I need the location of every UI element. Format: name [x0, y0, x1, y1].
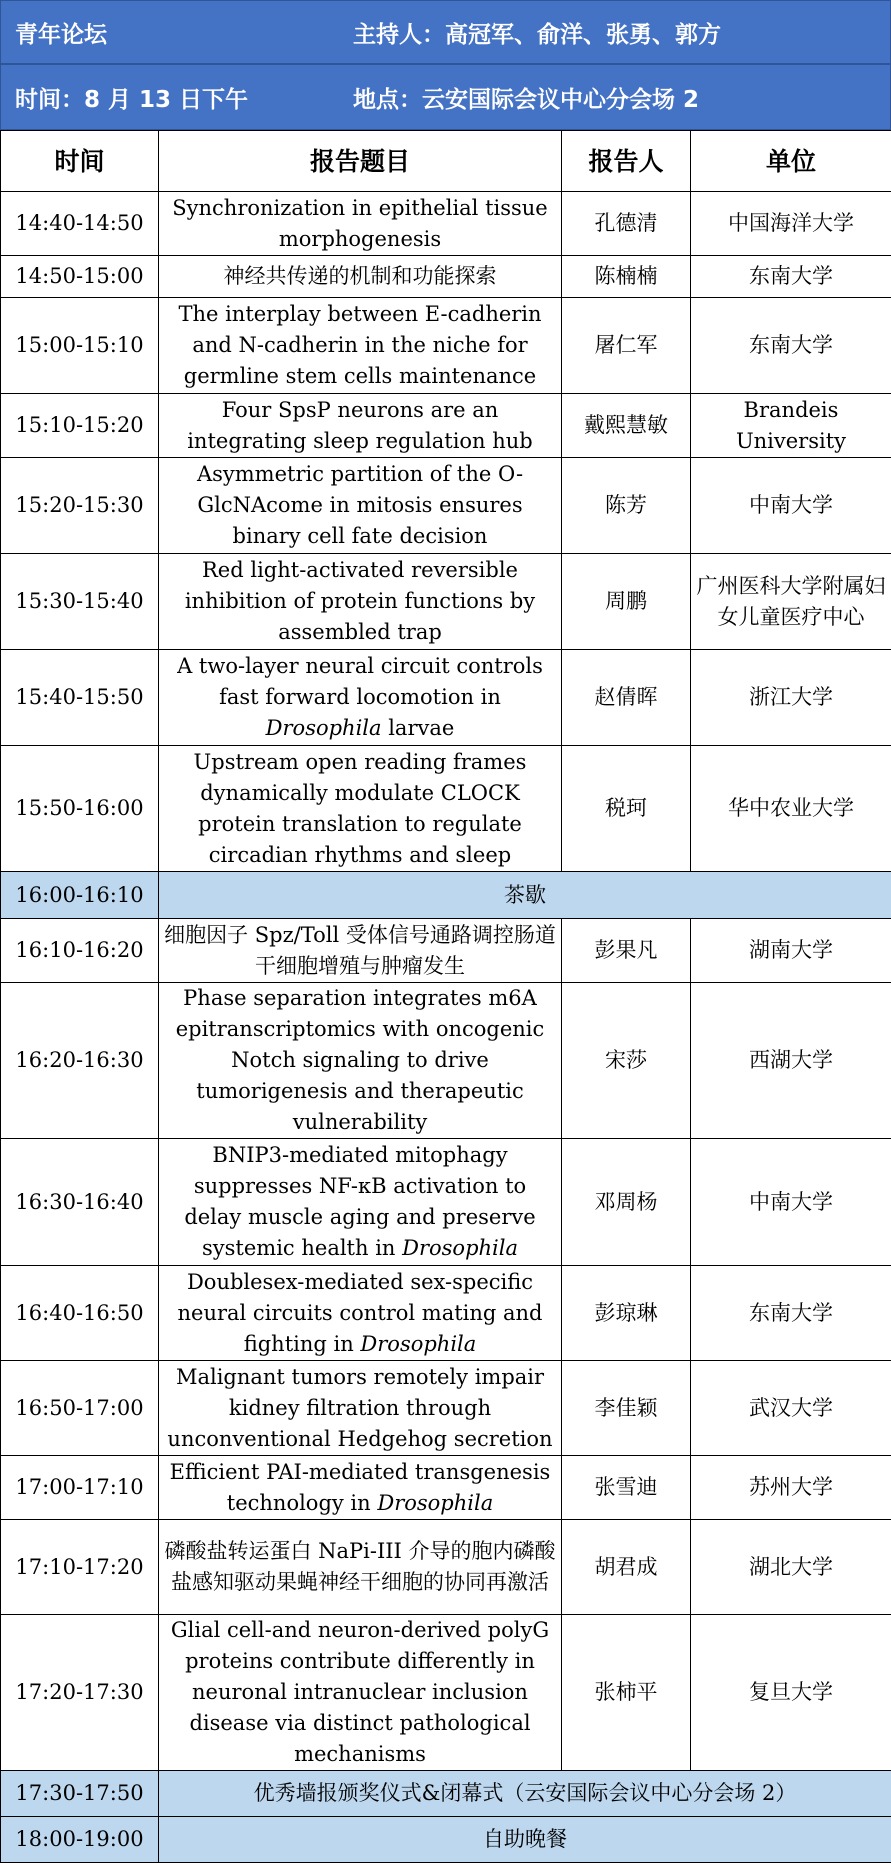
row-title: Malignant tumors remotely impair kidney filtration through unconventional Hedgehog secretion: [159, 1361, 562, 1456]
row-unit: 湖北大学: [691, 1520, 891, 1615]
break-time: 17:30-17:50: [1, 1771, 159, 1817]
row-title: 磷酸盐转运蛋白 NaPi-III 介导的胞内磷酸盐感知驱动果蝇神经干细胞的协同再激活: [159, 1520, 562, 1615]
row-unit: 湖南大学: [691, 919, 891, 983]
table-row: [1, 1266, 891, 1361]
row-time: 16:40-16:50: [1, 1266, 159, 1361]
row-speaker: 邓周杨: [562, 1139, 691, 1266]
row-time: 14:40-14:50: [1, 192, 159, 256]
table-row: [1, 1139, 891, 1266]
table-header-row: [1, 131, 891, 192]
table-row: [1, 1520, 891, 1615]
row-speaker: 彭果凡: [562, 919, 691, 983]
row-time: 16:50-17:00: [1, 1361, 159, 1456]
row-time: 15:10-15:20: [1, 394, 159, 458]
row-time: 17:10-17:20: [1, 1520, 159, 1615]
row-unit: 西湖大学: [691, 983, 891, 1139]
row-title: The interplay between E-cadherin and N-cadherin in the niche for germline stem cells maintenance: [159, 298, 562, 394]
row-speaker: 孔德清: [562, 192, 691, 256]
table-row: [1, 192, 891, 256]
row-title: 细胞因子 Spz/Toll 受体信号通路调控肠道干细胞增殖与肿瘤发生: [159, 919, 562, 983]
row-time: 16:30-16:40: [1, 1139, 159, 1266]
row-time: 15:20-15:30: [1, 458, 159, 554]
row-title: [159, 1266, 562, 1361]
row-unit: 浙江大学: [691, 650, 891, 746]
table-row: [1, 650, 891, 746]
row-title: Four SpsP neurons are an integrating sleep regulation hub: [159, 394, 562, 458]
row-speaker: 陈楠楠: [562, 256, 691, 298]
table-row: [1, 554, 891, 650]
title-text: A two-layer neural circuit controls fast forward locomotion in: [177, 654, 543, 709]
species-name: Drosophila: [360, 1332, 476, 1356]
row-unit: 中南大学: [691, 1139, 891, 1266]
row-unit: 东南大学: [691, 298, 891, 394]
break-label: 茶歇: [159, 872, 891, 919]
session-time: 时间：8 月 13 日下午: [15, 81, 248, 114]
row-title: Glial cell-and neuron-derived polyG proteins contribute differently in neuronal intranuclear inclusion disease via distinct pathological mechanisms: [159, 1615, 562, 1771]
session-location: 地点：云安国际会议中心分会场 2: [353, 81, 699, 114]
table-row: [1, 746, 891, 872]
row-unit: Brandeis University: [691, 394, 891, 458]
row-title: Red light-activated reversible inhibition of protein functions by assembled trap: [159, 554, 562, 650]
row-speaker: 戴熙慧敏: [562, 394, 691, 458]
table-row: [1, 394, 891, 458]
table-row: [1, 1456, 891, 1520]
break-time: 18:00-19:00: [1, 1817, 159, 1863]
forum-title: 青年论坛: [15, 16, 107, 49]
row-speaker: 胡君成: [562, 1520, 691, 1615]
row-speaker: 赵倩晖: [562, 650, 691, 746]
title-text-after: larvae: [388, 716, 454, 740]
table-row: [1, 256, 891, 298]
table-row: [1, 983, 891, 1139]
break-row: [1, 872, 891, 919]
row-title: [159, 1139, 562, 1266]
row-speaker: 张雪迪: [562, 1456, 691, 1520]
column-header-unit: 单位: [691, 131, 891, 192]
row-title: Upstream open reading frames dynamically modulate CLOCK protein translation to regulate circadian rhythms and sleep: [159, 746, 562, 872]
row-speaker: 宋莎: [562, 983, 691, 1139]
column-header-time: 时间: [1, 131, 159, 192]
title-text: Doublesex-mediated sex-specific neural circuits control mating and fighting in: [178, 1270, 543, 1356]
row-time: 14:50-15:00: [1, 256, 159, 298]
row-time: 16:10-16:20: [1, 919, 159, 983]
row-time: 15:40-15:50: [1, 650, 159, 746]
row-title: Synchronization in epithelial tissue morphogenesis: [159, 192, 562, 256]
forum-banner: [0, 0, 891, 64]
species-name: Drosophila: [402, 1236, 518, 1260]
row-time: 16:20-16:30: [1, 983, 159, 1139]
schedule-table: [0, 130, 891, 1863]
table-row: [1, 1361, 891, 1456]
break-row: [1, 1817, 891, 1863]
table-row: [1, 1615, 891, 1771]
row-speaker: 张柿平: [562, 1615, 691, 1771]
row-title: [159, 650, 562, 746]
species-name: Drosophila: [377, 1491, 493, 1515]
row-unit: 东南大学: [691, 256, 891, 298]
row-unit: 中国海洋大学: [691, 192, 891, 256]
row-title: Phase separation integrates m6A epitranscriptomics with oncogenic Notch signaling to drive tumorigenesis and therapeutic vulnerability: [159, 983, 562, 1139]
column-header-title: 报告题目: [159, 131, 562, 192]
row-unit: 中南大学: [691, 458, 891, 554]
break-time: 16:00-16:10: [1, 872, 159, 919]
row-speaker: 李佳颖: [562, 1361, 691, 1456]
row-time: 17:20-17:30: [1, 1615, 159, 1771]
row-time: 15:30-15:40: [1, 554, 159, 650]
row-speaker: 税珂: [562, 746, 691, 872]
break-label: 自助晚餐: [159, 1817, 891, 1863]
row-unit: 华中农业大学: [691, 746, 891, 872]
row-unit: 东南大学: [691, 1266, 891, 1361]
row-speaker: 周鹏: [562, 554, 691, 650]
row-title: 神经共传递的机制和功能探索: [159, 256, 562, 298]
row-speaker: 屠仁军: [562, 298, 691, 394]
row-speaker: 彭琼琳: [562, 1266, 691, 1361]
table-row: [1, 298, 891, 394]
row-time: 15:50-16:00: [1, 746, 159, 872]
table-row: [1, 919, 891, 983]
row-title: Asymmetric partition of the O-GlcNAcome in mitosis ensures binary cell fate decision: [159, 458, 562, 554]
row-unit: 苏州大学: [691, 1456, 891, 1520]
row-time: 17:00-17:10: [1, 1456, 159, 1520]
row-title: [159, 1456, 562, 1520]
row-speaker: 陈芳: [562, 458, 691, 554]
row-unit: 武汉大学: [691, 1361, 891, 1456]
hosts: 主持人：高冠军、俞洋、张勇、郭方: [353, 16, 721, 49]
table-row: [1, 458, 891, 554]
row-unit: 复旦大学: [691, 1615, 891, 1771]
row-unit: 广州医科大学附属妇女儿童医疗中心: [691, 554, 891, 650]
break-row: [1, 1771, 891, 1817]
time-location-banner: [0, 64, 891, 130]
title-text: BNIP3-mediated mitophagy suppresses NF-κB activation to delay muscle aging and preserve systemic health in: [184, 1143, 535, 1260]
row-time: 15:00-15:10: [1, 298, 159, 394]
column-header-speaker: 报告人: [562, 131, 691, 192]
species-name: Drosophila: [266, 716, 382, 740]
title-text: Efficient PAI-mediated transgenesis technology in: [170, 1460, 551, 1515]
break-label: 优秀墙报颁奖仪式&闭幕式（云安国际会议中心分会场 2）: [159, 1771, 891, 1817]
